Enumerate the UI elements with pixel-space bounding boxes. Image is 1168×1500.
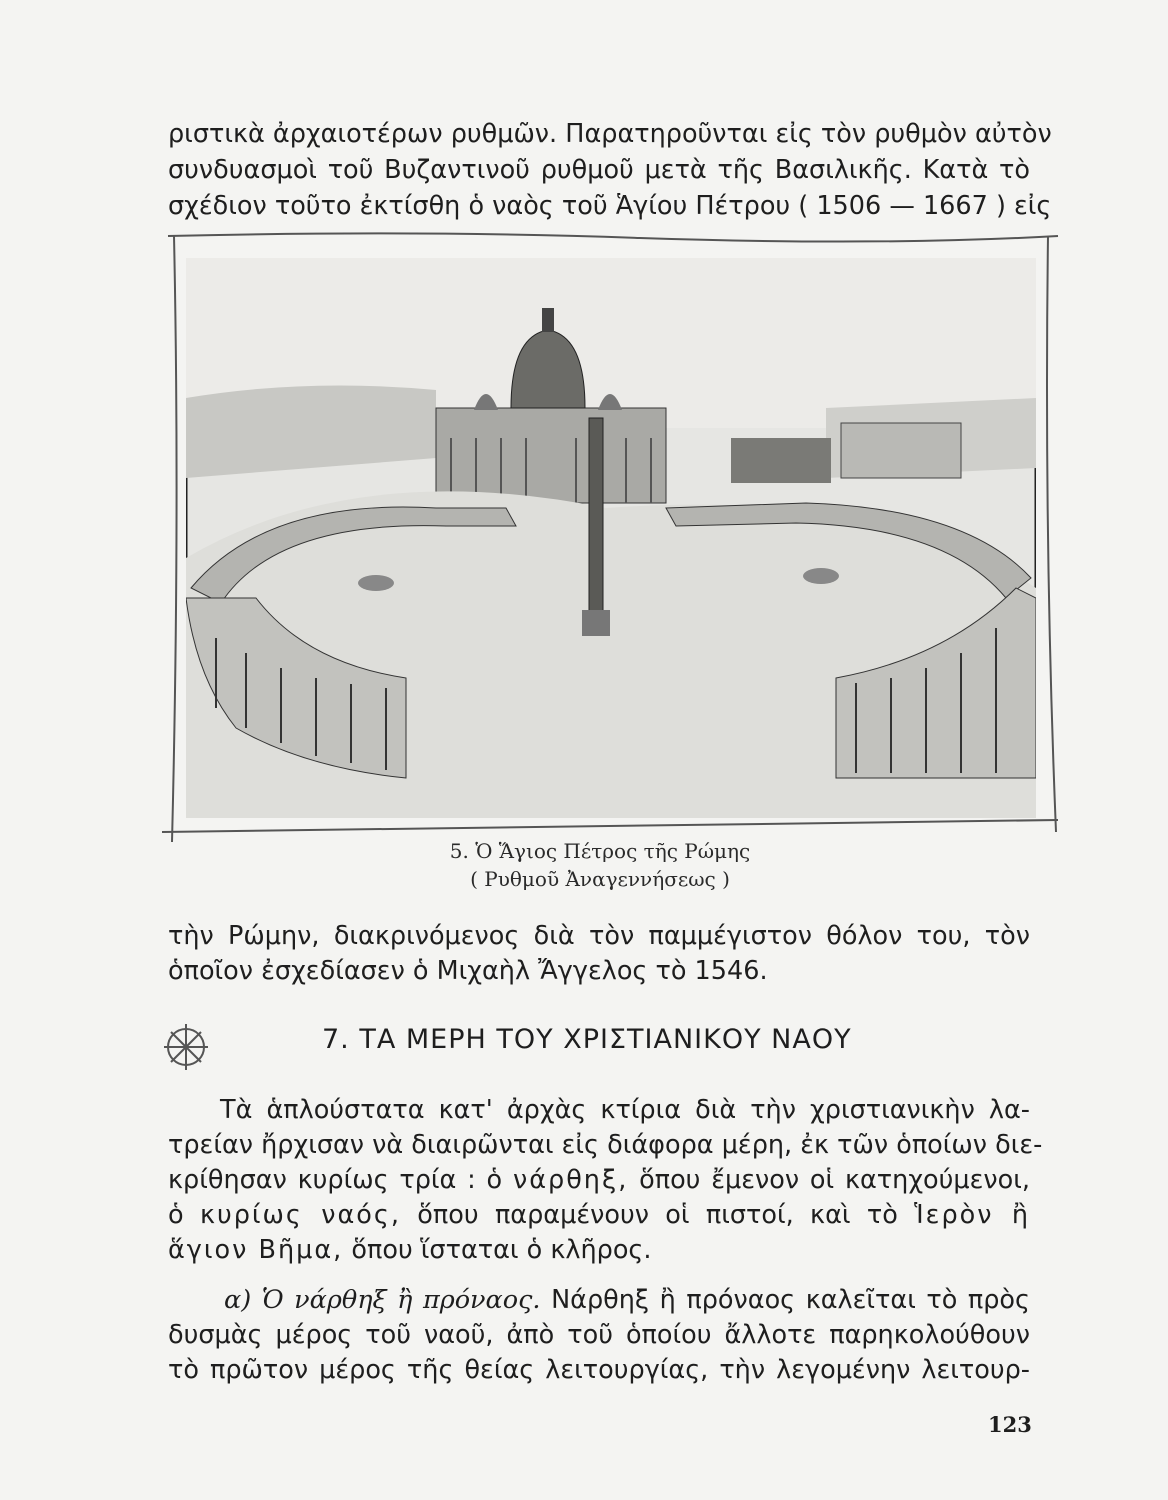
- st-peters-engraving: [186, 258, 1036, 818]
- text-line: συνδυασμοὶ τοῦ Βυζαντινοῦ ρυθμοῦ μετὰ τῆς Βασιλικῆς. Κατὰ τὸ: [168, 155, 1030, 185]
- emphasized-term: Ἱερὸν ἢ: [914, 1200, 1030, 1230]
- text-run: ὅπου παραμένουν οἱ πιστοί, καὶ τὸ: [417, 1200, 898, 1230]
- text-line: [168, 1164, 1030, 1196]
- figure-caption: 5. Ὁ Ἅγιος Πέτρος τῆς Ρώμης: [449, 839, 751, 863]
- text-line: ὁποῖον ἐσχεδίασεν ὁ Μιχαὴλ Ἄγγελος τὸ 1546.: [168, 956, 768, 986]
- figure-caption-subtitle: ( Ρυθμοῦ Ἀναγεννήσεως ): [470, 867, 730, 891]
- text-line: σχέδιον τοῦτο ἐκτίσθη ὁ ναὸς τοῦ Ἁγίου Πέτρου ( 1506 — 1667 ) εἰς: [168, 191, 1052, 221]
- text-line: ριστικὰ ἀρχαιοτέρων ρυθμῶν. Παρατηροῦνται εἰς τὸν ρυθμὸν αὐτὸν: [168, 119, 1052, 149]
- text-line: [168, 1234, 1030, 1266]
- text-line: τρείαν ἤρχισαν νὰ διαιρῶνται εἰς διάφορα μέρη, ἐκ τῶν ὁποίων διε-: [168, 1130, 1043, 1160]
- text-line: τὴν Ρώμην, διακρινόμενος διὰ τὸν παμμέγιστον θόλον του, τὸν: [168, 921, 1030, 951]
- compass-mark-icon: [158, 1020, 214, 1074]
- text-run: ὅπου ἵσταται ὁ κλῆρος.: [351, 1235, 652, 1265]
- text-run: ὅπου ἔμενον οἱ κατηχούμενοι,: [639, 1165, 1030, 1195]
- text-line: Τὰ ἁπλούστατα κατ' ἀρχὰς κτίρια διὰ τὴν χριστιανικὴν λα-: [220, 1095, 1030, 1125]
- text-run: ὁ: [168, 1200, 184, 1230]
- subsection-label: α) Ὁ νάρθηξ ἢ πρόναος.: [224, 1285, 541, 1315]
- text-line: δυσμὰς μέρος τοῦ ναοῦ, ἀπὸ τοῦ ὁποίου ἄλλοτε παρηκολούθουν: [168, 1320, 1030, 1350]
- emphasized-term: νάρθηξ,: [512, 1165, 629, 1195]
- text-line: [168, 1284, 1030, 1316]
- emphasized-term: κυρίως ναός,: [199, 1200, 401, 1230]
- section-heading: 7. ΤΑ ΜΕΡΗ ΤΟΥ ΧΡΙΣΤΙΑΝΙΚΟΥ ΝΑΟΥ: [322, 1024, 852, 1055]
- text-run: Νάρθηξ ἢ πρόναος καλεῖται τὸ πρὸς: [551, 1285, 1030, 1315]
- text-run: κρίθησαν κυρίως τρία : ὁ: [168, 1165, 503, 1195]
- page-number: 123: [988, 1412, 1032, 1437]
- emphasized-term: ἅγιον Βῆμα,: [168, 1235, 344, 1265]
- text-line: [168, 1199, 1030, 1231]
- text-line: τὸ πρῶτον μέρος τῆς θείας λειτουργίας, τὴν λεγομένην λειτουρ-: [168, 1355, 1030, 1385]
